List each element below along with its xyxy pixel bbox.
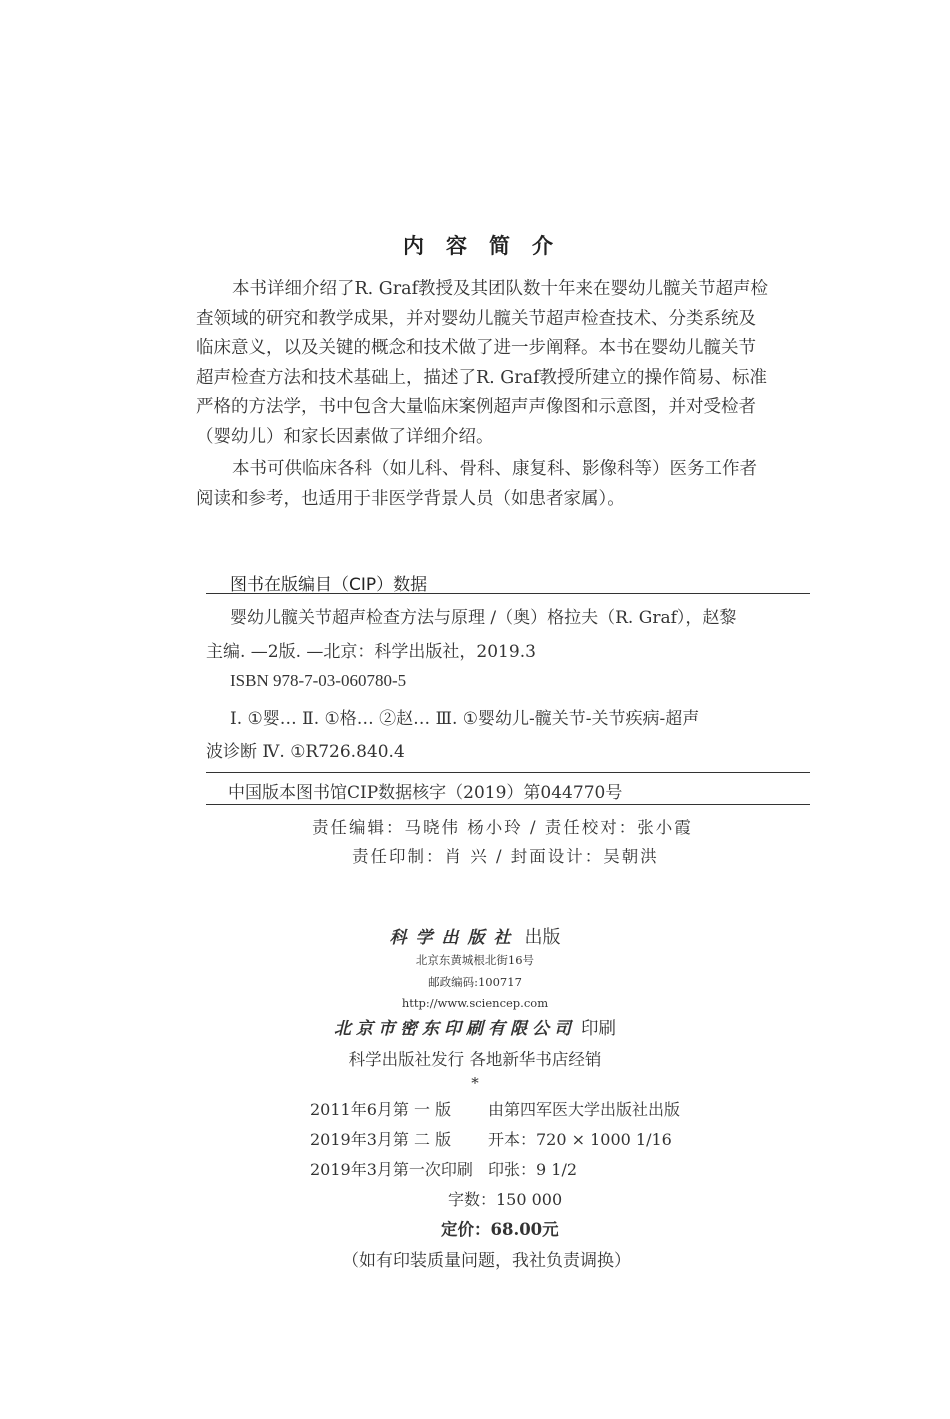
abstract-line: 临床意义，以及关键的概念和技术做了进一步阐释。本书在婴幼儿髋关节 xyxy=(196,338,756,358)
edition-1-note: 由第四军医大学出版社出版 xyxy=(488,1100,681,1119)
quality-note: （如有印装质量问题，我社负责调换） xyxy=(342,1251,631,1271)
printing: 2019年3月第一次印刷 xyxy=(310,1160,473,1179)
edition-2: 2019年3月第 二 版 xyxy=(310,1130,452,1149)
publisher-url: http://www.sciencep.com xyxy=(401,996,549,1010)
distribution-line: 科学出版社发行 各地新华书店经销 xyxy=(348,1050,602,1069)
cip-record-number: 中国版本图书馆CIP数据核字（2019）第044770号 xyxy=(228,783,623,803)
abstract-line: 本书详细介绍了R. Graf教授及其团队数十年来在婴幼儿髋关节超声检 xyxy=(232,279,769,299)
cip-classification-1: Ⅰ. ①婴… Ⅱ. ①格… ②赵… Ⅲ. ①婴幼儿-髋关节-关节疾病-超声 xyxy=(230,709,700,729)
publisher-suffix: 出版 xyxy=(524,927,561,948)
abstract-line: 超声检查方法和技术基础上，描述了R. Graf教授所建立的操作简易、标准 xyxy=(196,367,768,388)
cip-bottom-rule xyxy=(206,804,810,805)
abstract-line: 阅读和参考，也适用于非医学背景人员（如患者家属）。 xyxy=(196,488,625,509)
staff-line-1: 责任编辑：马晓伟 杨小玲 / 责任校对：张小霞 xyxy=(312,818,693,837)
edition-1: 2011年6月第 一 版 xyxy=(310,1100,452,1119)
cip-mid-rule xyxy=(206,772,810,773)
sheets-spec: 印张：9 1/2 xyxy=(488,1160,578,1179)
cip-line-2: 主编. —2版. —北京：科学出版社，2019.3 xyxy=(206,642,536,662)
printer-suffix: 印刷 xyxy=(581,1019,617,1039)
abstract-line: 本书可供临床各科（如儿科、骨科、康复科、影像科等）医务工作者 xyxy=(232,459,757,479)
price-value: 68.00元 xyxy=(490,1220,559,1239)
abstract-line: 查领域的研究和教学成果，并对婴幼儿髋关节超声检查技术、分类系统及 xyxy=(196,308,756,329)
format-spec: 开本：720 × 1000 1/16 xyxy=(488,1130,672,1149)
abstract-line: 严格的方法学，书中包含大量临床案例超声声像图和示意图，并对受检者 xyxy=(196,397,756,417)
publisher-postcode: 邮政编码:100717 xyxy=(428,975,522,989)
publisher-name: 科学出版社 xyxy=(389,928,520,948)
publisher-line xyxy=(0,923,950,949)
cip-line-1: 婴幼儿髋关节超声检查方法与原理 /（奥）格拉夫（R. Graf），赵黎 xyxy=(230,608,737,628)
abstract-paragraph-2 xyxy=(196,455,816,514)
cip-isbn: ISBN 978-7-03-060780-5 xyxy=(230,671,407,690)
abstract-line: （婴幼儿）和家长因素做了详细介绍。 xyxy=(196,426,494,447)
cip-top-rule xyxy=(206,593,810,594)
printer-line xyxy=(0,1014,950,1040)
price-label: 定价： xyxy=(441,1220,491,1239)
word-count: 字数：150 000 xyxy=(448,1190,563,1209)
star-separator: * xyxy=(471,1074,479,1092)
staff-line-2: 责任印制：肖 兴 / 封面设计：吴朝洪 xyxy=(352,847,659,866)
publisher-address: 北京东黄城根北街16号 xyxy=(415,953,535,967)
printer-name: 北京市密东印刷有限公司 xyxy=(333,1019,576,1039)
page-title: 内容简介 xyxy=(403,234,575,258)
cip-title: 图书在版编目（CIP）数据 xyxy=(230,575,428,595)
abstract-paragraph-1 xyxy=(196,275,816,452)
cip-classification-2: 波诊断 Ⅳ. ①R726.840.4 xyxy=(206,742,405,762)
price xyxy=(441,1216,559,1240)
